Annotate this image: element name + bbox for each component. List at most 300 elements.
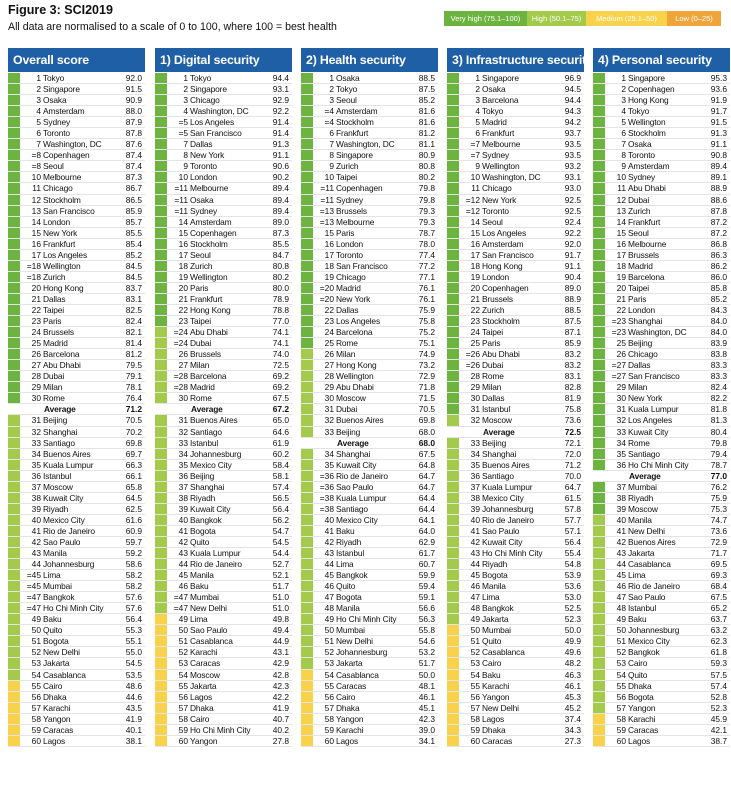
rating-color-bar [301, 327, 313, 337]
rating-color-bar [593, 84, 605, 94]
rating-color-bar [8, 360, 20, 370]
city-cell: Mumbai [628, 481, 657, 492]
rank-cell: 41 [470, 525, 480, 536]
rank-cell: 40 [324, 514, 334, 525]
table-row [447, 460, 584, 471]
score-cell: 57.6 [125, 592, 142, 603]
rating-color-bar [155, 206, 167, 216]
score-cell: 46.3 [564, 669, 581, 680]
rank-cell: 23 [470, 316, 480, 327]
city-cell: Average [337, 437, 369, 448]
rating-color-bar [155, 117, 167, 127]
rank-cell: 46 [324, 581, 334, 592]
rank-cell: =20 [319, 282, 334, 293]
rating-color-bar [301, 261, 313, 271]
city-cell: Frankfurt [336, 128, 369, 139]
rank-cell: =36 [319, 470, 334, 481]
table-row [155, 614, 292, 625]
legend-medium: Medium (25.1–50) [586, 11, 667, 26]
rank-cell: 9 [329, 161, 334, 172]
rating-color-bar [447, 106, 459, 116]
score-cell: 59.1 [418, 592, 435, 603]
rating-color-bar [155, 228, 167, 238]
rank-cell: 10 [178, 172, 188, 183]
rank-cell: 18 [470, 260, 480, 271]
score-cell: 46.1 [564, 680, 581, 691]
table-row [155, 250, 292, 261]
table-row [593, 84, 730, 95]
rank-cell: 52 [616, 647, 626, 658]
rank-cell: =4 [324, 106, 334, 117]
rating-color-bar [301, 703, 313, 713]
rank-cell: 18 [324, 260, 334, 271]
score-cell: 66.1 [125, 470, 142, 481]
table-row [593, 581, 730, 592]
score-cell: 89.4 [272, 194, 289, 205]
table-row [447, 504, 584, 515]
city-cell: Average [191, 404, 223, 415]
rating-color-bar [301, 647, 313, 657]
rating-color-bar [155, 692, 167, 702]
rank-cell: 24 [470, 327, 480, 338]
city-cell: Beijing [43, 415, 68, 426]
city-cell: Kuwait City [482, 536, 523, 547]
city-cell: Dubai [43, 371, 65, 382]
score-cell: 54.4 [272, 548, 289, 559]
score-cell: 67.2 [272, 404, 289, 415]
rank-cell: 53 [31, 658, 41, 669]
rank-cell: =12 [465, 194, 480, 205]
rating-color-bar [447, 272, 459, 282]
rating-color-bar [155, 261, 167, 271]
table-row [447, 515, 584, 526]
rating-color-bar [447, 360, 459, 370]
city-cell: Stockholm [190, 238, 228, 249]
rank-cell: 25 [31, 338, 41, 349]
table-row [8, 206, 145, 217]
table-row [447, 647, 584, 658]
table-row [155, 338, 292, 349]
rating-color-bar [593, 460, 605, 470]
score-cell: 91.7 [710, 106, 727, 117]
table-row [8, 183, 145, 194]
rank-cell: 20 [31, 282, 41, 293]
city-cell: Dallas [628, 360, 651, 371]
rank-cell: 9 [621, 161, 626, 172]
city-cell: Dhaka [43, 691, 67, 702]
score-cell: 72.0 [564, 448, 581, 459]
rating-color-bar [593, 581, 605, 591]
score-cell: 76.2 [710, 481, 727, 492]
score-cell: 64.4 [418, 492, 435, 503]
city-cell: Lagos [336, 735, 359, 746]
rank-cell: 54 [178, 669, 188, 680]
table-row [8, 460, 145, 471]
city-cell: Riyadh [190, 492, 216, 503]
table-row [8, 415, 145, 426]
table-row [8, 614, 145, 625]
score-cell: 79.5 [125, 360, 142, 371]
city-cell: Tokyo [628, 106, 650, 117]
city-cell: Shanghai [336, 448, 371, 459]
table-row [8, 294, 145, 305]
score-cell: 78.8 [272, 304, 289, 315]
rank-cell: 4 [621, 106, 626, 117]
table-row [593, 206, 730, 217]
rating-color-bar [301, 504, 313, 514]
rank-cell: 34 [178, 448, 188, 459]
score-cell: 62.5 [125, 503, 142, 514]
score-cell: 90.8 [710, 150, 727, 161]
rating-color-bar [8, 504, 20, 514]
score-cell: 59.4 [418, 581, 435, 592]
score-cell: 87.3 [272, 227, 289, 238]
city-cell: Wellington [628, 117, 666, 128]
rating-color-bar [155, 658, 167, 668]
city-cell: Sydney [482, 150, 510, 161]
table-row [301, 272, 438, 283]
table-row [301, 404, 438, 415]
table-row [155, 128, 292, 139]
table-row [447, 537, 584, 548]
table-row [8, 592, 145, 603]
rank-cell: 32 [178, 426, 188, 437]
score-cell: 85.2 [710, 293, 727, 304]
rank-cell: =28 [173, 371, 188, 382]
table-row [8, 272, 145, 283]
score-cell: 49.6 [564, 647, 581, 658]
rating-color-bar [8, 338, 20, 348]
rank-cell: 58 [470, 713, 480, 724]
score-cell: 87.6 [125, 139, 142, 150]
city-cell: Rio de Janeiro [190, 559, 242, 570]
score-cell: 80.0 [272, 282, 289, 293]
rank-cell: 55 [616, 680, 626, 691]
figure-header [8, 3, 337, 33]
city-cell: Johannesburg [43, 559, 95, 570]
rating-color-bar [593, 658, 605, 668]
panel-overall-score [8, 48, 145, 747]
rank-cell: =24 [173, 338, 188, 349]
rating-color-bar [8, 283, 20, 293]
table-row [301, 239, 438, 250]
city-cell: Dhaka [482, 724, 506, 735]
rating-color-bar [8, 95, 20, 105]
city-cell: Mexico City [43, 514, 85, 525]
rank-cell: 41 [324, 525, 334, 536]
score-cell: 81.3 [710, 415, 727, 426]
rating-color-bar [8, 460, 20, 470]
panel-title: 3) Infrastructure security [447, 48, 584, 72]
rank-cell: 46 [178, 581, 188, 592]
score-cell: 75.8 [418, 316, 435, 327]
score-cell: 40.1 [125, 724, 142, 735]
table-row [301, 327, 438, 338]
rank-cell: =8 [31, 161, 41, 172]
rating-color-bar [155, 349, 167, 359]
table-row [155, 239, 292, 250]
rank-cell: 35 [31, 459, 41, 470]
rank-cell: 22 [470, 304, 480, 315]
city-cell: San Francisco [482, 249, 534, 260]
city-cell: Cairo [190, 713, 210, 724]
score-cell: 57.4 [710, 680, 727, 691]
city-cell: Beijing [628, 338, 653, 349]
rating-color-bar [301, 548, 313, 558]
table-row [155, 703, 292, 714]
table-row [301, 471, 438, 482]
score-cell: 40.2 [272, 724, 289, 735]
score-cell: 87.4 [125, 150, 142, 161]
table-row [301, 581, 438, 592]
rank-cell: 19 [616, 271, 626, 282]
city-cell: Cairo [628, 658, 648, 669]
panel-title: 2) Health security [301, 48, 438, 72]
rating-color-bar [593, 636, 605, 646]
score-cell: 60.9 [125, 525, 142, 536]
score-cell: 92.2 [564, 227, 581, 238]
score-cell: 76.1 [418, 293, 435, 304]
city-cell: Seoul [336, 95, 357, 106]
rank-cell: 20 [470, 282, 480, 293]
rank-cell: 55 [178, 680, 188, 691]
table-row [593, 548, 730, 559]
rating-color-bar [447, 482, 459, 492]
score-cell: 75.9 [418, 304, 435, 315]
score-cell: 71.2 [564, 459, 581, 470]
table-row [447, 349, 584, 360]
rank-cell: 34 [324, 448, 334, 459]
rank-cell: 18 [616, 260, 626, 271]
city-cell: Karachi [336, 724, 364, 735]
rank-cell: 42 [31, 536, 41, 547]
score-cell: 45.2 [564, 702, 581, 713]
table-row [447, 736, 584, 747]
table-row [593, 636, 730, 647]
rating-color-bar [301, 581, 313, 591]
table-row [301, 360, 438, 371]
rank-cell: 51 [31, 636, 41, 647]
rating-color-bar [8, 161, 20, 171]
rating-color-bar [155, 272, 167, 282]
score-cell: 57.1 [564, 525, 581, 536]
rank-cell: 3 [183, 95, 188, 106]
table-row [155, 283, 292, 294]
table-row [8, 603, 145, 614]
score-cell: 46.1 [418, 691, 435, 702]
city-cell: Rio de Janeiro [482, 514, 534, 525]
table-row [301, 603, 438, 614]
score-cell: 83.2 [564, 349, 581, 360]
score-cell: 93.7 [564, 128, 581, 139]
rank-cell: 35 [178, 459, 188, 470]
table-row [593, 460, 730, 471]
rank-cell: 49 [31, 614, 41, 625]
table-row [301, 449, 438, 460]
rank-cell: =20 [319, 293, 334, 304]
table-row [155, 360, 292, 371]
city-cell: Brussels [336, 205, 367, 216]
score-cell: 52.5 [564, 603, 581, 614]
score-cell: 67.5 [272, 393, 289, 404]
score-cell: 56.4 [125, 614, 142, 625]
table-row [447, 493, 584, 504]
score-cell: 74.1 [272, 327, 289, 338]
score-cell: 71.7 [710, 548, 727, 559]
rating-color-bar [447, 725, 459, 735]
score-cell: 61.5 [564, 492, 581, 503]
city-cell: San Francisco [336, 260, 388, 271]
score-cell: 79.3 [418, 205, 435, 216]
rating-color-bar [593, 272, 605, 282]
city-cell: Taipei [482, 327, 503, 338]
city-cell: Paris [43, 316, 62, 327]
rank-cell: 21 [470, 293, 480, 304]
city-cell: New Delhi [190, 603, 227, 614]
table-row [155, 415, 292, 426]
city-cell: Casablanca [43, 669, 86, 680]
rating-color-bar [447, 150, 459, 160]
rank-cell: 26 [324, 349, 334, 360]
score-cell: 65.8 [125, 481, 142, 492]
table-row [301, 515, 438, 526]
score-cell: 59.9 [418, 570, 435, 581]
city-cell: Riyadh [336, 536, 362, 547]
rank-cell: 6 [36, 128, 41, 139]
rank-cell: 23 [31, 316, 41, 327]
city-cell: Ho Chi Minh City [628, 459, 689, 470]
score-cell: 44.9 [272, 636, 289, 647]
rank-cell: 54 [31, 669, 41, 680]
score-cell: 78.9 [272, 293, 289, 304]
rank-cell: 14 [616, 216, 626, 227]
rank-cell: 20 [178, 282, 188, 293]
rank-cell: 54 [616, 669, 626, 680]
city-cell: New Delhi [43, 647, 80, 658]
rating-color-bar [447, 139, 459, 149]
city-cell: Beijing [482, 437, 507, 448]
rank-cell: 14 [178, 216, 188, 227]
rank-cell: 60 [470, 735, 480, 746]
score-cell: 39.0 [418, 724, 435, 735]
score-cell: 34.3 [564, 724, 581, 735]
rating-color-bar [8, 725, 20, 735]
table-row [301, 415, 438, 426]
rating-color-bar [8, 537, 20, 547]
rank-cell: 42 [178, 536, 188, 547]
score-cell: 57.5 [710, 669, 727, 680]
city-cell: Hong Kong [628, 95, 669, 106]
average-row [301, 438, 438, 449]
panel-title: 1) Digital security [155, 48, 292, 72]
rating-color-bar [301, 228, 313, 238]
score-cell: 53.6 [564, 581, 581, 592]
score-cell: 84.7 [272, 249, 289, 260]
rank-cell: =18 [26, 260, 41, 271]
rating-color-bar [301, 95, 313, 105]
city-cell: Riyadh [482, 559, 508, 570]
table-row [155, 161, 292, 172]
table-row [447, 393, 584, 404]
score-cell: 43.1 [272, 647, 289, 658]
city-cell: London [482, 271, 510, 282]
rank-cell: 7 [36, 139, 41, 150]
city-cell: San Francisco [43, 205, 95, 216]
rank-cell: 1 [621, 73, 626, 83]
rating-color-bar [593, 415, 605, 425]
table-row [301, 228, 438, 239]
city-cell: Milan [43, 382, 63, 393]
rating-color-bar [593, 393, 605, 403]
score-cell: 91.9 [710, 95, 727, 106]
score-cell: 86.5 [125, 194, 142, 205]
city-cell: Abu Dhabi [190, 327, 228, 338]
city-cell: Frankfurt [482, 128, 515, 139]
city-cell: Osaka [336, 73, 360, 83]
rank-cell: =11 [174, 183, 188, 194]
rank-cell: 50 [470, 625, 480, 636]
rating-color-bar [8, 670, 20, 680]
city-cell: Buenos Aires [190, 415, 238, 426]
score-cell: 75.1 [418, 338, 435, 349]
score-cell: 85.7 [125, 216, 142, 227]
score-cell: 80.2 [272, 271, 289, 282]
score-cell: 87.9 [125, 117, 142, 128]
city-cell: Kuala Lumpur [190, 548, 241, 559]
rank-cell: =45 [26, 581, 41, 592]
table-row [155, 714, 292, 725]
city-cell: Dallas [43, 293, 66, 304]
table-row [155, 349, 292, 360]
table-row [8, 537, 145, 548]
score-cell: 61.6 [125, 514, 142, 525]
rating-color-bar [301, 316, 313, 326]
score-cell: 51.0 [272, 592, 289, 603]
rank-cell: 42 [616, 536, 626, 547]
score-cell: 64.7 [564, 481, 581, 492]
score-cell: 64.1 [418, 514, 435, 525]
rating-color-bar [447, 371, 459, 381]
rating-color-bar [447, 206, 459, 216]
table-row [301, 217, 438, 228]
score-cell: 88.9 [564, 293, 581, 304]
rating-color-bar [593, 349, 605, 359]
rank-cell: 9 [475, 161, 480, 172]
city-cell: Sydney [43, 117, 71, 128]
city-cell: Stockholm [628, 128, 666, 139]
rating-color-bar [301, 736, 313, 746]
rank-cell: 22 [616, 304, 626, 315]
rating-color-bar [8, 117, 20, 127]
panel-personal-security [593, 48, 730, 747]
rating-color-bar [593, 670, 605, 680]
score-cell: 55.8 [418, 625, 435, 636]
rating-color-bar [593, 117, 605, 127]
score-cell: 82.5 [125, 304, 142, 315]
table-row [301, 647, 438, 658]
rank-cell: 1 [183, 73, 188, 83]
table-row [447, 206, 584, 217]
table-row [301, 703, 438, 714]
table-row [155, 725, 292, 736]
city-cell: Lagos [190, 691, 213, 702]
table-row [301, 482, 438, 493]
rating-color-bar [301, 294, 313, 304]
table-row [447, 725, 584, 736]
rating-color-bar [8, 250, 20, 260]
rank-cell: 14 [470, 216, 480, 227]
score-cell: 54.5 [272, 536, 289, 547]
